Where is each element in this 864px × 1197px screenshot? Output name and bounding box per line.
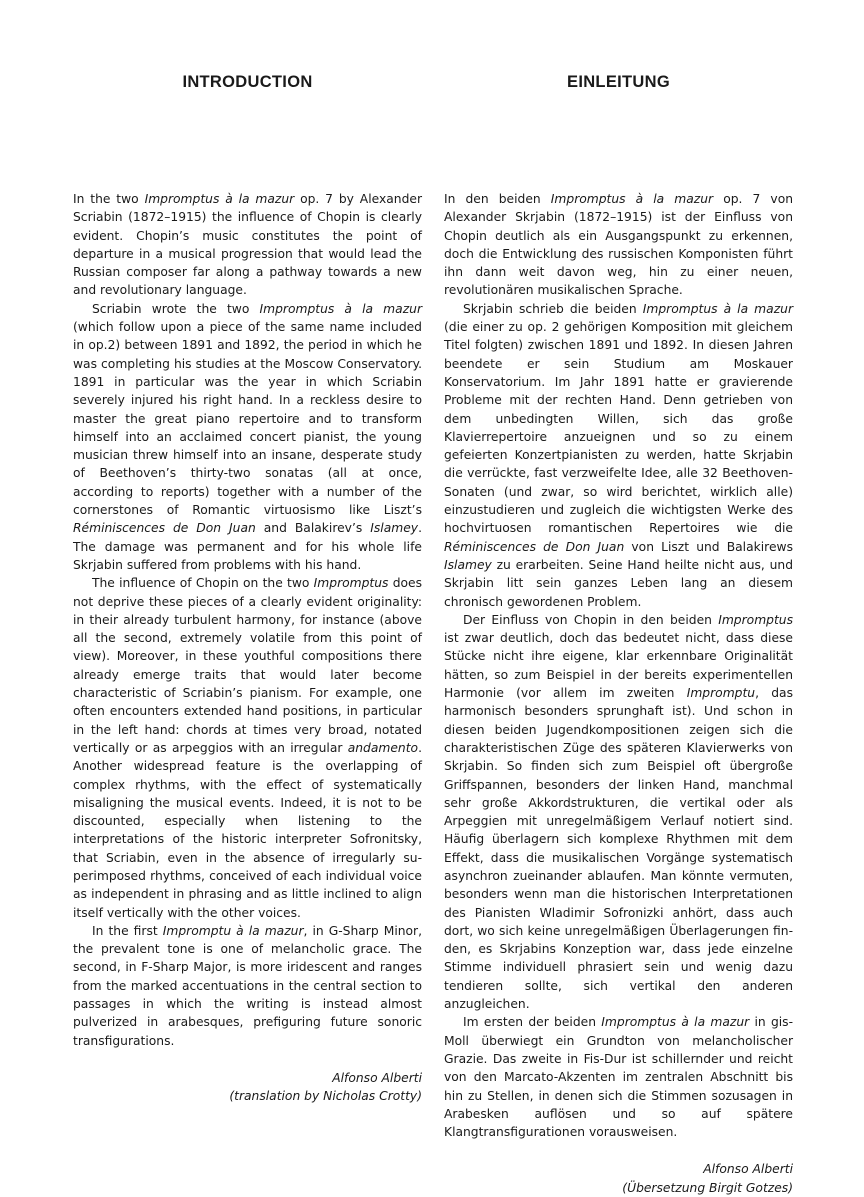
italic-title-text: Islamey — [444, 557, 492, 572]
paragraph-text: The influence of Chopin on the two — [92, 576, 314, 591]
german-paragraph — [444, 611, 793, 1014]
paragraph-text: does not deprive these pieces of a clearly evident originality: in their already turbulent harmony, for instance (above all the second, extremely volatile from this point of view). Moreover, in these youthful compositions there already emerge traits that would later become characteristic of Scriabin’s pianism. For example, one often encounters extended hand positions, in particular in the left hand: chords at times very broad, notated vertically or as arpeggios with an irregular — [73, 576, 422, 755]
paragraph-text: ist zwar deutlich, doch das bedeutet nicht, dass diese Stücke nicht ihre eigene, klar erkennbare Originalität hätten, so zum Beispiel in der bereits experimentellen Harmonie (vor allem im zweiten — [444, 631, 793, 701]
paragraph-text: and Balakirev’s — [255, 521, 371, 536]
paragraph-text: op. 7 von Alexander Skrjabin (1872–1915) ist der Einfluss von Chopin deutlich als ein Ausgangspunkt zu erkennen, doch die Entwicklung des russischen Komponisten führt ihn dann weit davon weg, hin zu einer neuen, revolutionären musikalischen Sprache. — [444, 192, 794, 298]
paragraph-text: , in G-Sharp Minor, the prevalent tone is one of melancholic grace. The second, in F-Sharp Major, is more iridescent and ranges from the marked accentuations in the central section to passages in which the writing is instead almost pulverized in arabesques, prefiguring future sonoric transfigurations. — [73, 923, 423, 1048]
italic-title-text: Réminiscences de Don Juan — [444, 539, 625, 554]
paragraph-text: (which follow upon a piece of the same name included in op.2) between 1891 and 1892, the period in which he was completing his studies at the Moscow Conservatory. 1891 in particular was the year in which Scriabin severely injured his right hand. In a reckless desire to master the great piano repertoire and to transform himself into an acclaimed concert pianist, the young musician threw himself into an insane, desperate study of Beethoven’s thirty-two sonatas (all at once, according to reports) together with a number of the cornerstones of Romantic virtuosismo like Liszt’s — [73, 320, 422, 518]
italic-title-text: Impromptu à la mazur — [162, 923, 304, 938]
english-credit — [73, 1069, 422, 1106]
english-paragraph — [73, 190, 422, 300]
italic-title-text: Impromptus à la mazur — [642, 301, 794, 316]
paragraph-text: In the first — [92, 923, 163, 938]
paragraph-text: in gis-Moll überwiegt ein Grundton von melancholischer Grazie. Das zweite in Fis-Dur ist schillernder und reicht von den Marcato-Akzenten im zentralen Abschnitt bis hin zu Stellen, in denen sich die Stimmen sozusagen in Arabesken auflösen und so auf spätere Klangtransfigurationen vorausweisen. — [444, 1015, 794, 1140]
italic-title-text: Réminiscences de Don Juan — [73, 521, 256, 536]
german-credit-author: Alfonso Alberti — [703, 1162, 793, 1177]
german-heading: EINLEITUNG — [567, 73, 670, 91]
english-heading: INTRODUCTION — [182, 73, 313, 91]
paragraph-text: , das harmonisch besonders sprunghaft ist). Und schon in diesen beiden Jugendkompositionen zeigen sich die charakteristischen Züge des späteren Klavierwerks von Skrjabin. So finden sich zum Beispiel oft übergroße Griffspannen, besonders der linken Hand, manchmal sehr große Akkordstrukturen, die vertikal oder als Arpeggien mit unregelmäßigem Verlauf notiert sind. Häufig überlagern sich komplexe Rhythmen mit dem Effekt, dass die musikalischen Vorgänge systematisch asynchron zueinander ablaufen. Man könnte vermuten, besonders wenn man die historischen Interpretationen des Pianisten Wladimir Sofronizki anhört, dass auch dort, wo sich keine unregelmäßigen Überlagerungen finden, es Skrjabins Konzeption war, dass jede einzelne Stimme individuell phrasiert sein und wenig dazu tendieren sollte, sich vertikal den anderen anzugleichen. — [444, 686, 793, 1012]
paragraph-text: In the two — [73, 192, 145, 206]
italic-title-text: Impromptus — [313, 576, 389, 591]
paragraph-text: . The damage was permanent and for his whole life Skrjabin suffered from problems with his hand. — [73, 521, 422, 572]
italic-title-text: Impromptus à la mazur — [601, 1015, 750, 1030]
italic-title-text: Impromptus — [718, 612, 793, 627]
paragraph-text: Im ersten der beiden — [463, 1015, 602, 1030]
english-body — [73, 190, 422, 1106]
italic-title-text: andamento — [347, 740, 419, 755]
english-credit-translation: (translation by Nicholas Crotty) — [229, 1089, 422, 1104]
paragraph-text: . Another widespread feature is the overlapping of complex rhythms, with the effect of systematically misaligning the musical events. Indeed, it is not to be discounted, especially when listening to the interpretations of the historic interpreter Sofronitsky, that Scriabin, even in the absence of irregularly superimposed rhythms, conceived of each individual voice as independent in phrasing and as little inclined to align itself vertically with the other voices. — [73, 740, 422, 920]
german-credit-translation: (Übersetzung Birgit Gotzes) — [622, 1180, 793, 1195]
paragraph-text: Der Einfluss von Chopin in den beiden — [463, 612, 719, 627]
german-credit — [444, 1160, 793, 1197]
english-paragraph — [73, 574, 422, 922]
paragraph-text: op. 7 by Alexander Scriabin (1872–1915) the influence of Chopin is clearly evident. Chopin’s music constitutes the point of departure in a musical progression that would lead the Russian composer far along a pathway towards a new and revolutionary language. — [73, 192, 423, 298]
italic-title-text: Impromptus à la mazur — [550, 192, 714, 206]
english-paragraph — [73, 922, 422, 1050]
paragraph-text: In den beiden — [444, 192, 551, 206]
paragraph-text: von Liszt und Balakirews — [624, 539, 793, 554]
italic-title-text: Impromptu — [686, 686, 756, 701]
italic-title-text: Islamey — [370, 521, 419, 536]
german-paragraph — [444, 190, 793, 300]
paragraph-text: Scriabin wrote the two — [92, 301, 260, 316]
italic-title-text: Impromptus à la mazur — [144, 192, 295, 206]
paragraph-text: (die einer zu op. 2 gehörigen Komposition mit gleichem Titel folgten) zwischen 1891 und 1892. In diesen Jahren beendete er sein Studium am Moskauer Konservatorium. Im Jahr 1891 hatte er gravierende Probleme mit der rechten Hand. Denn getrieben von dem unbedingten Willen, sich das große Klavierrepertoire anzueignen und so zu einem gefeierten Konzertpianisten zu werden, hatte Skrjabin die verrückte, fast verzweifelte Idee, alle 32 Beethoven-Sonaten (und zwar, so wird berichtet, wirklich alle) einzustudieren und zugleich die wichtigsten Werke des hochvirtuosen romantischen Repertoires wie die — [444, 320, 793, 536]
german-paragraph — [444, 1013, 793, 1141]
english-paragraph — [73, 300, 422, 574]
paragraph-text: Skrjabin schrieb die beiden — [463, 301, 643, 316]
german-paragraph — [444, 300, 793, 611]
paragraph-text: zu erarbeiten. Seine Hand heilte nicht aus, und Skrjabin litt sein ganzes Leben lang an diesem chronisch gewordenen Problem. — [444, 557, 793, 609]
italic-title-text: Impromptus à la mazur — [259, 301, 423, 316]
german-body — [444, 190, 793, 1197]
english-credit-author: Alfonso Alberti — [332, 1070, 422, 1085]
